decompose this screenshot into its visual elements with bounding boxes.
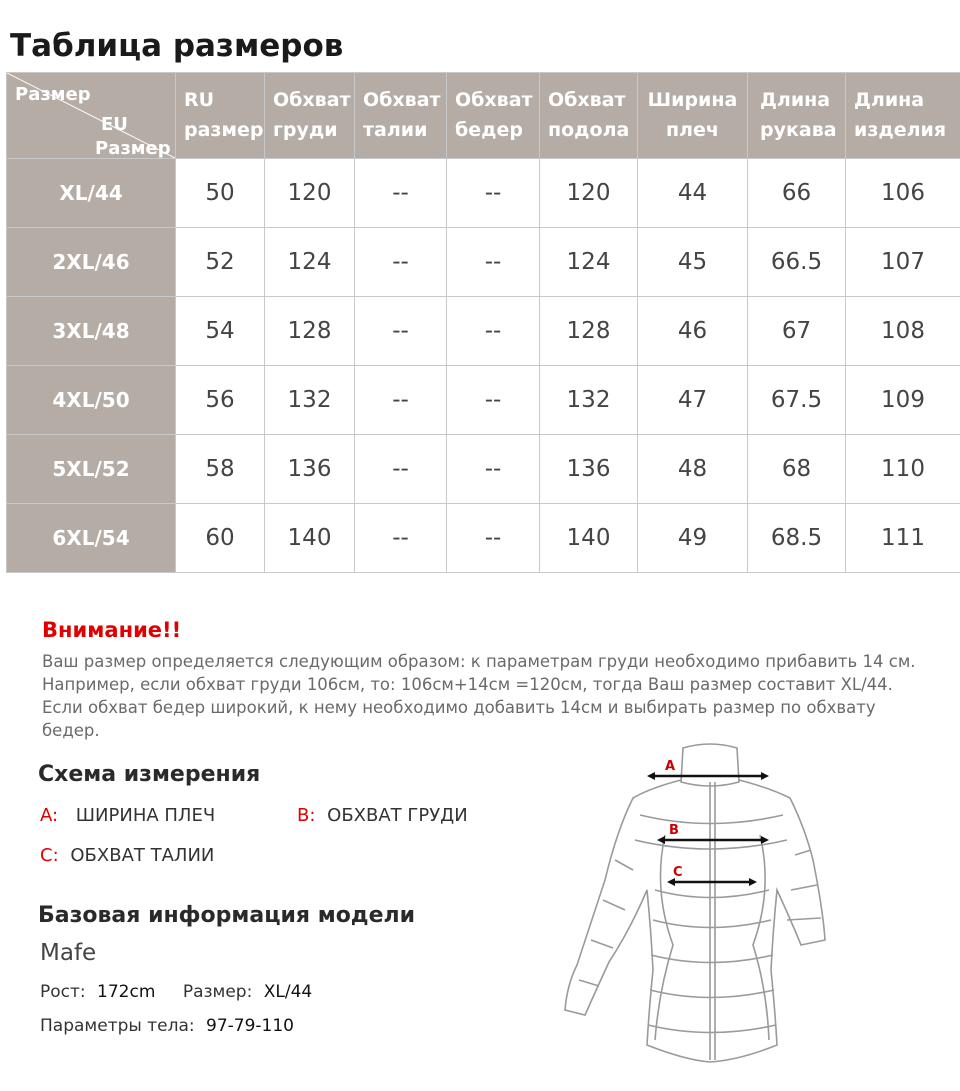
cell-ru: 54	[176, 297, 265, 366]
cell-length: 107	[846, 228, 960, 297]
size-value: XL/44	[263, 982, 313, 1002]
cell-hips: --	[447, 159, 540, 228]
scheme-title: Схема измерения	[38, 762, 261, 787]
table-row	[7, 228, 960, 297]
table-row	[7, 159, 960, 228]
cell-length: 108	[846, 297, 960, 366]
cell-hem: 140	[540, 504, 638, 573]
measure-lines	[647, 772, 769, 886]
cell-eu-size: 2XL/46	[7, 228, 176, 297]
cell-length: 111	[846, 504, 960, 573]
cell-hem: 120	[540, 159, 638, 228]
size-table	[6, 72, 960, 573]
header-sleeve: Длина рукава	[748, 73, 846, 159]
cell-eu-size: 4XL/50	[7, 366, 176, 435]
cell-shoulder: 45	[638, 228, 748, 297]
cell-waist: --	[355, 297, 447, 366]
table-header-row	[7, 73, 960, 159]
cell-waist: --	[355, 504, 447, 573]
header-length: Длина изделия	[846, 73, 960, 159]
coat-outline	[565, 744, 825, 1062]
page-title: Таблица размеров	[10, 28, 344, 64]
marker-c: C	[673, 865, 683, 880]
legend-item-a	[40, 805, 215, 826]
cell-sleeve: 66.5	[748, 228, 846, 297]
cell-shoulder: 46	[638, 297, 748, 366]
cell-ru: 58	[176, 435, 265, 504]
cell-waist: --	[355, 435, 447, 504]
table-row	[7, 366, 960, 435]
legend-label-a: ШИРИНА ПЛЕЧ	[75, 805, 216, 826]
marker-a: A	[665, 759, 676, 774]
model-info-title: Базовая информация модели	[38, 903, 416, 928]
cell-chest: 128	[265, 297, 355, 366]
params-value: 97-79-110	[206, 1016, 294, 1036]
cell-eu-size: XL/44	[7, 159, 176, 228]
cell-sleeve: 67.5	[748, 366, 846, 435]
cell-waist: --	[355, 228, 447, 297]
corner-eu: EU	[101, 114, 128, 135]
cell-length: 106	[846, 159, 960, 228]
cell-sleeve: 68.5	[748, 504, 846, 573]
header-hips: Обхват бедер	[447, 73, 540, 159]
corner-size: Размер	[95, 138, 171, 159]
cell-eu-size: 5XL/52	[7, 435, 176, 504]
header-waist: Обхват талии	[355, 73, 447, 159]
model-params	[40, 1016, 294, 1036]
model-name: Mafe	[40, 940, 97, 966]
header-ru-size: RU размер	[176, 73, 265, 159]
cell-hips: --	[447, 228, 540, 297]
cell-hips: --	[447, 435, 540, 504]
cell-chest: 120	[265, 159, 355, 228]
cell-length: 110	[846, 435, 960, 504]
cell-hem: 128	[540, 297, 638, 366]
coat-diagram	[555, 740, 845, 1080]
cell-hem: 132	[540, 366, 638, 435]
cell-hips: --	[447, 297, 540, 366]
cell-hem: 136	[540, 435, 638, 504]
corner-header	[7, 73, 176, 159]
cell-ru: 52	[176, 228, 265, 297]
legend-letter-a: A:	[40, 805, 59, 826]
cell-chest: 136	[265, 435, 355, 504]
attention-title: Внимание!!	[42, 618, 182, 642]
params-label: Параметры тела:	[40, 1016, 195, 1036]
cell-ru: 60	[176, 504, 265, 573]
legend-label-c: ОБХВАТ ТАЛИИ	[70, 845, 215, 866]
cell-hips: --	[447, 504, 540, 573]
height-label: Рост:	[40, 982, 86, 1002]
table-row	[7, 297, 960, 366]
corner-bottom-label	[95, 113, 171, 161]
cell-ru: 56	[176, 366, 265, 435]
cell-chest: 124	[265, 228, 355, 297]
cell-chest: 140	[265, 504, 355, 573]
cell-shoulder: 49	[638, 504, 748, 573]
cell-hem: 124	[540, 228, 638, 297]
cell-eu-size: 6XL/54	[7, 504, 176, 573]
cell-shoulder: 48	[638, 435, 748, 504]
cell-eu-size: 3XL/48	[7, 297, 176, 366]
cell-waist: --	[355, 159, 447, 228]
cell-shoulder: 44	[638, 159, 748, 228]
cell-shoulder: 47	[638, 366, 748, 435]
model-height-size	[40, 982, 312, 1002]
cell-length: 109	[846, 366, 960, 435]
attention-text: Ваш размер определяется следующим образом: к параметрам груди необходимо прибавить 14 см. Например, если обхват груди 106см, то: 106см+14см =120см, тогда Ваш размер составит XL/44. Если обхват бедер широкий, к нему необходимо добавить 14см и выбирать размер по обхвату бедер.	[42, 652, 916, 740]
legend-item-b	[297, 805, 468, 826]
cell-chest: 132	[265, 366, 355, 435]
legend-label-b: ОБХВАТ ГРУДИ	[327, 805, 468, 826]
table-row	[7, 504, 960, 573]
cell-sleeve: 68	[748, 435, 846, 504]
size-label: Размер:	[182, 982, 253, 1002]
corner-top-label: Размер	[15, 84, 91, 105]
marker-b: B	[669, 823, 679, 838]
cell-ru: 50	[176, 159, 265, 228]
header-chest: Обхват груди	[265, 73, 355, 159]
legend-letter-b: B:	[297, 805, 316, 826]
table-row	[7, 435, 960, 504]
cell-sleeve: 66	[748, 159, 846, 228]
header-shoulder: Ширина плеч	[638, 73, 748, 159]
height-value: 172cm	[97, 982, 156, 1002]
cell-sleeve: 67	[748, 297, 846, 366]
legend-item-c	[40, 845, 214, 866]
header-hem: Обхват подола	[540, 73, 638, 159]
legend-letter-c: C:	[40, 845, 59, 866]
cell-hips: --	[447, 366, 540, 435]
cell-waist: --	[355, 366, 447, 435]
